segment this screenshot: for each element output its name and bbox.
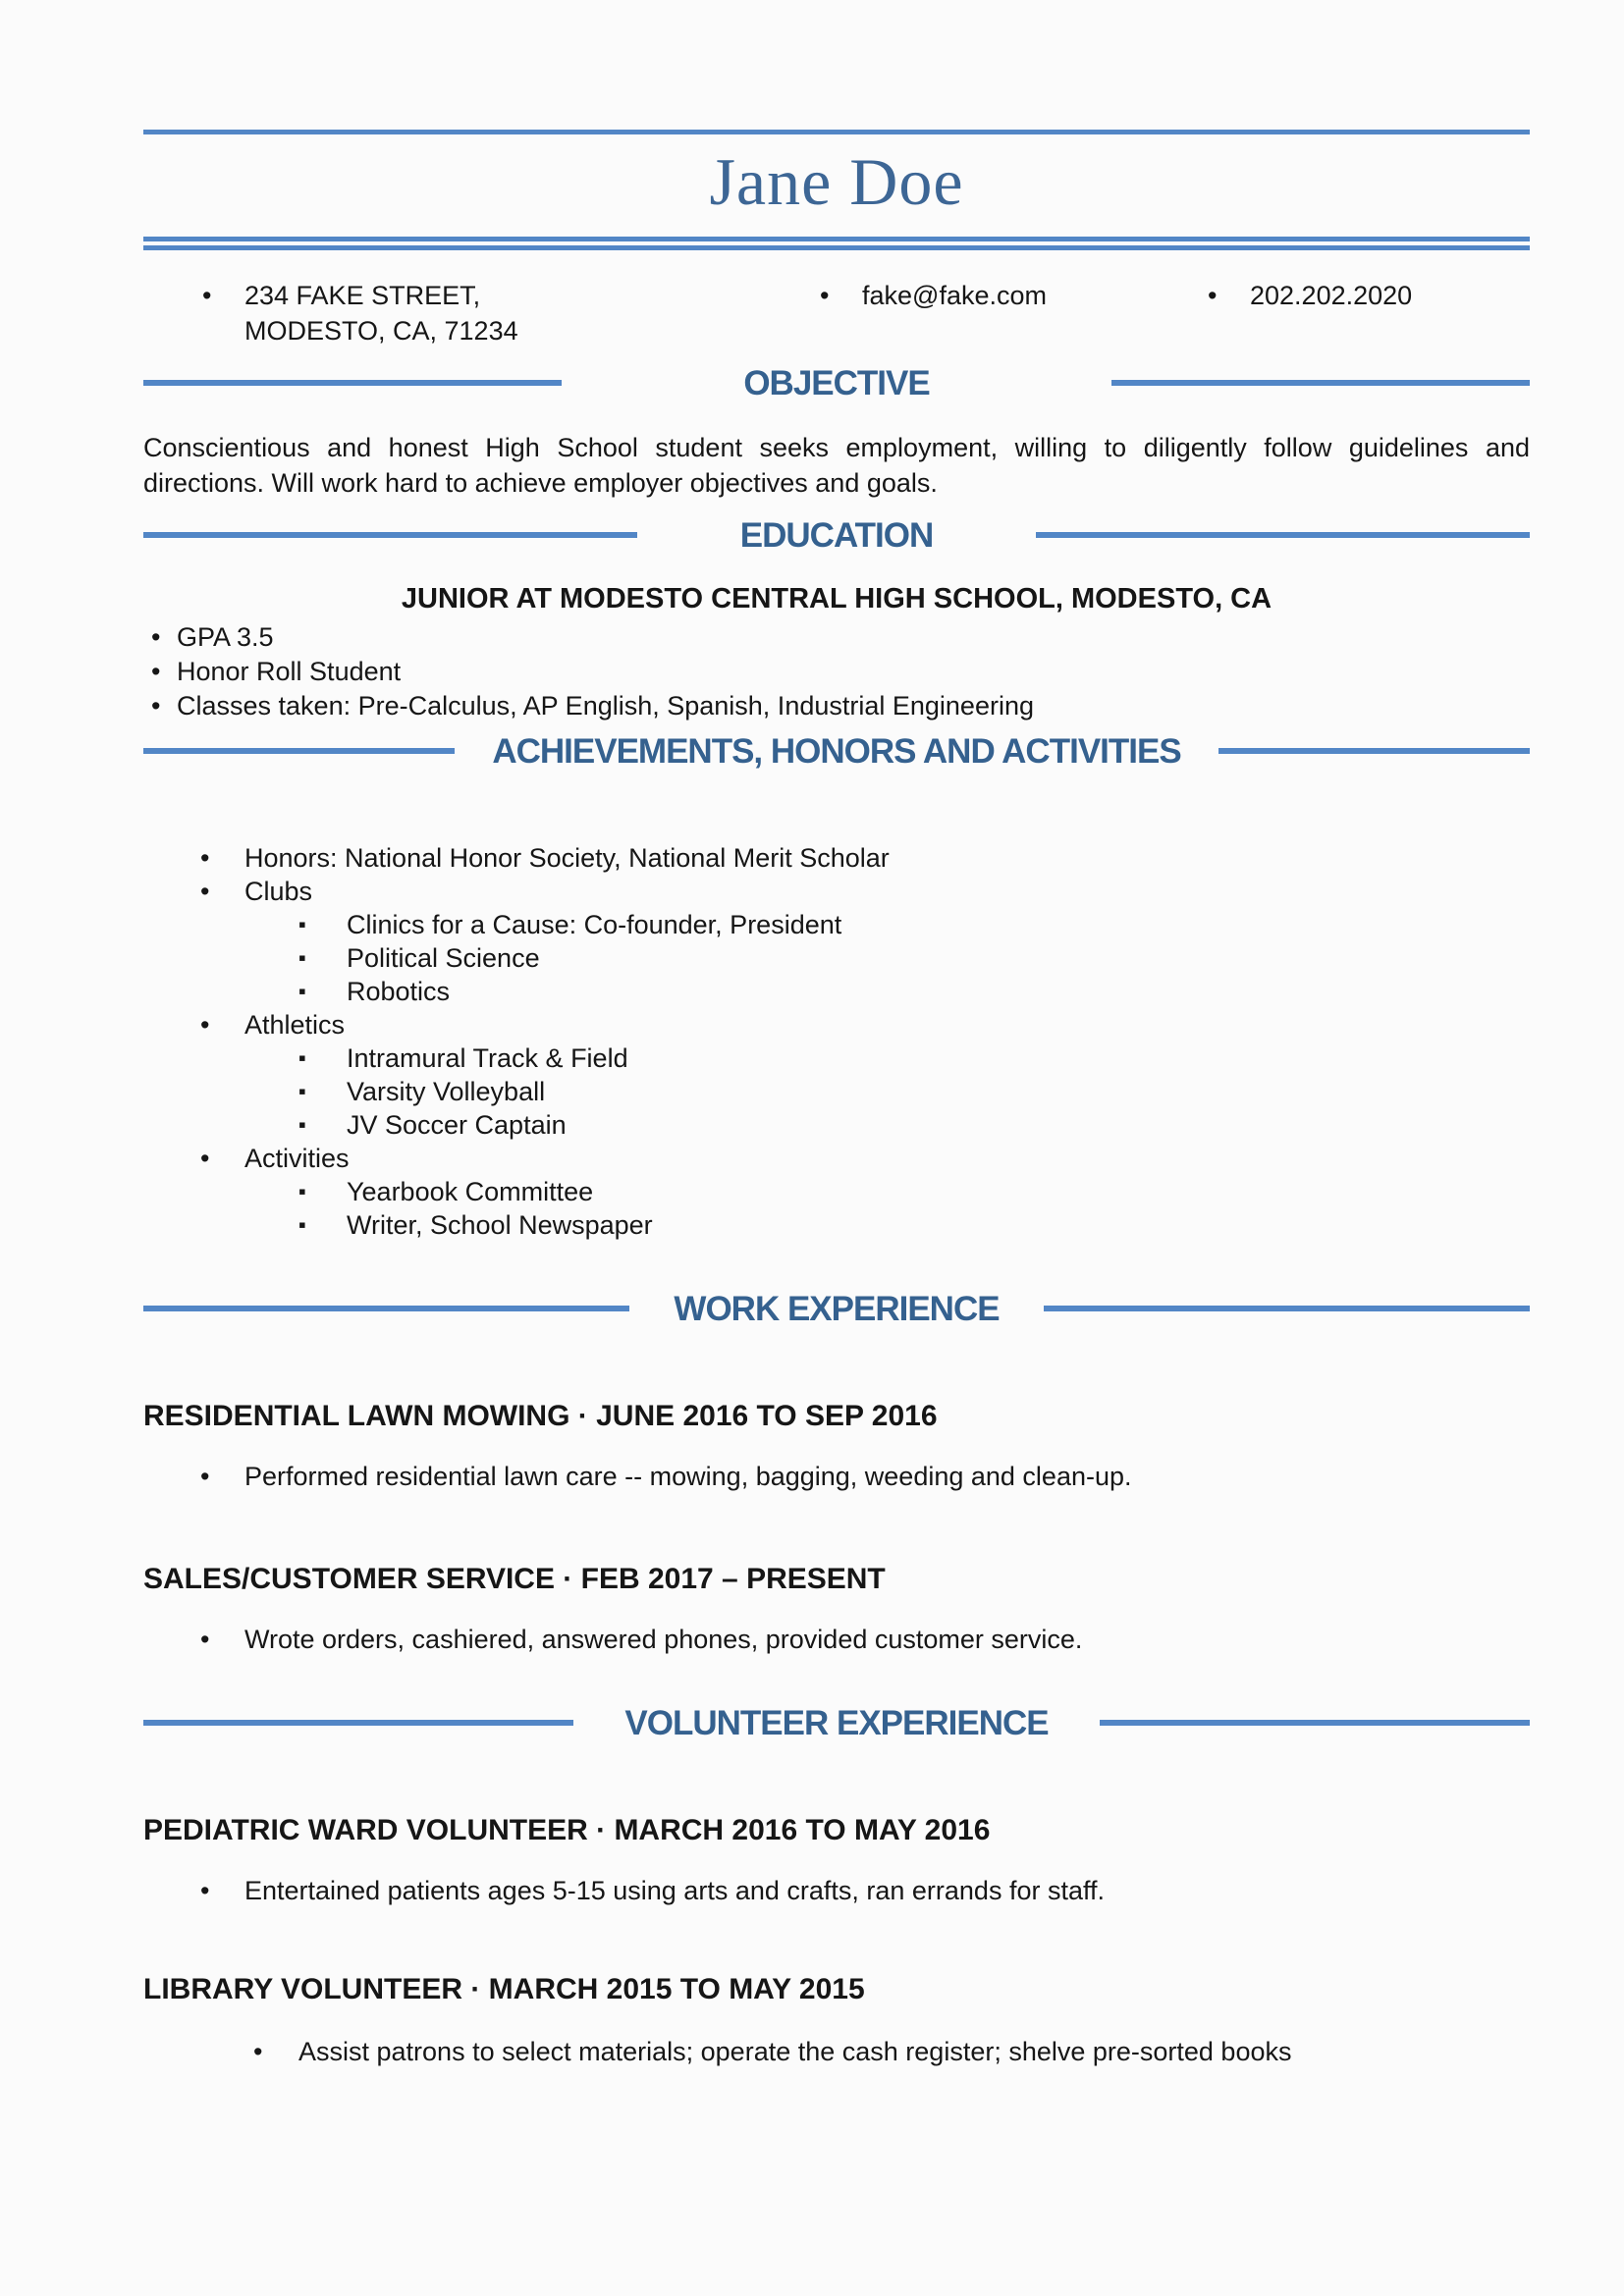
job-title: SALES/CUSTOMER SERVICE · FEB 2017 – PRESENT [143,1562,886,1595]
header-double-rule [143,237,1530,250]
heading-rule-left [143,748,455,754]
list-item: • Performed residential lawn care -- mowing, bagging, weeding and clean-up. [143,1460,1530,1493]
list-item: • Honor Roll Student [143,655,1530,689]
list-item: • Clubs [143,875,1530,908]
section-title: EDUCATION [739,515,934,555]
divider-line [143,237,1530,241]
achievements-list [143,841,1530,1242]
heading-rule-left [143,532,637,538]
heading-rule-right [1111,380,1530,386]
job-bullet-list [143,1874,1530,1907]
section-heading-education [143,514,1530,557]
contact-email: • fake@fake.com [818,278,1047,313]
list-item: • Classes taken: Pre-Calculus, AP English, Spanish, Industrial Engineering [143,689,1530,723]
list-item: ▪ Robotics [143,975,1530,1008]
list-item: • Wrote orders, cashiered, answered phones, provided customer service. [143,1623,1530,1656]
job-bullet-list [143,1460,1530,1493]
heading-rule-right [1100,1720,1530,1726]
list-item: ▪ Yearbook Committee [143,1175,1530,1208]
section-title: ACHIEVEMENTS, HONORS AND ACTIVITIES [492,731,1181,771]
list-item: • Athletics [143,1008,1530,1041]
list-item: ▪ JV Soccer Captain [143,1108,1530,1142]
list-item: ▪ Political Science [143,941,1530,975]
heading-rule-right [1044,1306,1530,1311]
list-item: • GPA 3.5 [143,620,1530,655]
contact-address: • 234 FAKE STREET, MODESTO, CA, 71234 [200,278,613,348]
heading-rule-right [1036,532,1530,538]
job-title: RESIDENTIAL LAWN MOWING · JUNE 2016 TO SEP 2016 [143,1399,938,1432]
list-item: • Entertained patients ages 5-15 using arts and crafts, ran errands for staff. [143,1874,1530,1907]
divider-line [143,245,1530,250]
list-item: ▪ Writer, School Newspaper [143,1208,1530,1242]
section-heading-objective [143,362,1530,404]
list-item: • Activities [143,1142,1530,1175]
job-title: PEDIATRIC WARD VOLUNTEER · MARCH 2016 TO MAY 2016 [143,1813,991,1846]
contact-phone: • 202.202.2020 [1206,278,1412,313]
job-title: LIBRARY VOLUNTEER · MARCH 2015 TO MAY 2015 [143,1972,865,2005]
heading-rule-left [143,1720,573,1726]
school-line: JUNIOR AT MODESTO CENTRAL HIGH SCHOOL, MODESTO, CA [401,582,1272,614]
section-heading-volunteer-experience [143,1702,1530,1744]
section-title: VOLUNTEER EXPERIENCE [624,1703,1049,1742]
heading-rule-left [143,380,562,386]
section-heading-work-experience [143,1288,1530,1330]
contact-row [143,278,1530,348]
header-top-rule [143,130,1530,134]
page-title: Jane Doe [709,144,964,219]
job-bullet-list [143,1623,1530,1656]
list-item: ▪ Clinics for a Cause: Co-founder, President [143,908,1530,941]
job-bullet-list [143,2035,1530,2068]
education-list [143,620,1530,723]
list-item: ▪ Varsity Volleyball [143,1075,1530,1108]
heading-rule-left [143,1306,629,1311]
list-item: • Honors: National Honor Society, National Merit Scholar [143,841,1530,875]
objective-text: Conscientious and honest High School student seeks employment, willing to diligently follow guidelines and directions. Will work hard to achieve employer objectives and goals. [143,432,1530,498]
list-item: ▪ Intramural Track & Field [143,1041,1530,1075]
section-heading-achievements [143,730,1530,773]
list-item: • Assist patrons to select materials; operate the cash register; shelve pre-sorted books [143,2035,1530,2068]
heading-rule-right [1218,748,1530,754]
section-title: OBJECTIVE [743,363,930,402]
section-title: WORK EXPERIENCE [674,1289,1000,1328]
